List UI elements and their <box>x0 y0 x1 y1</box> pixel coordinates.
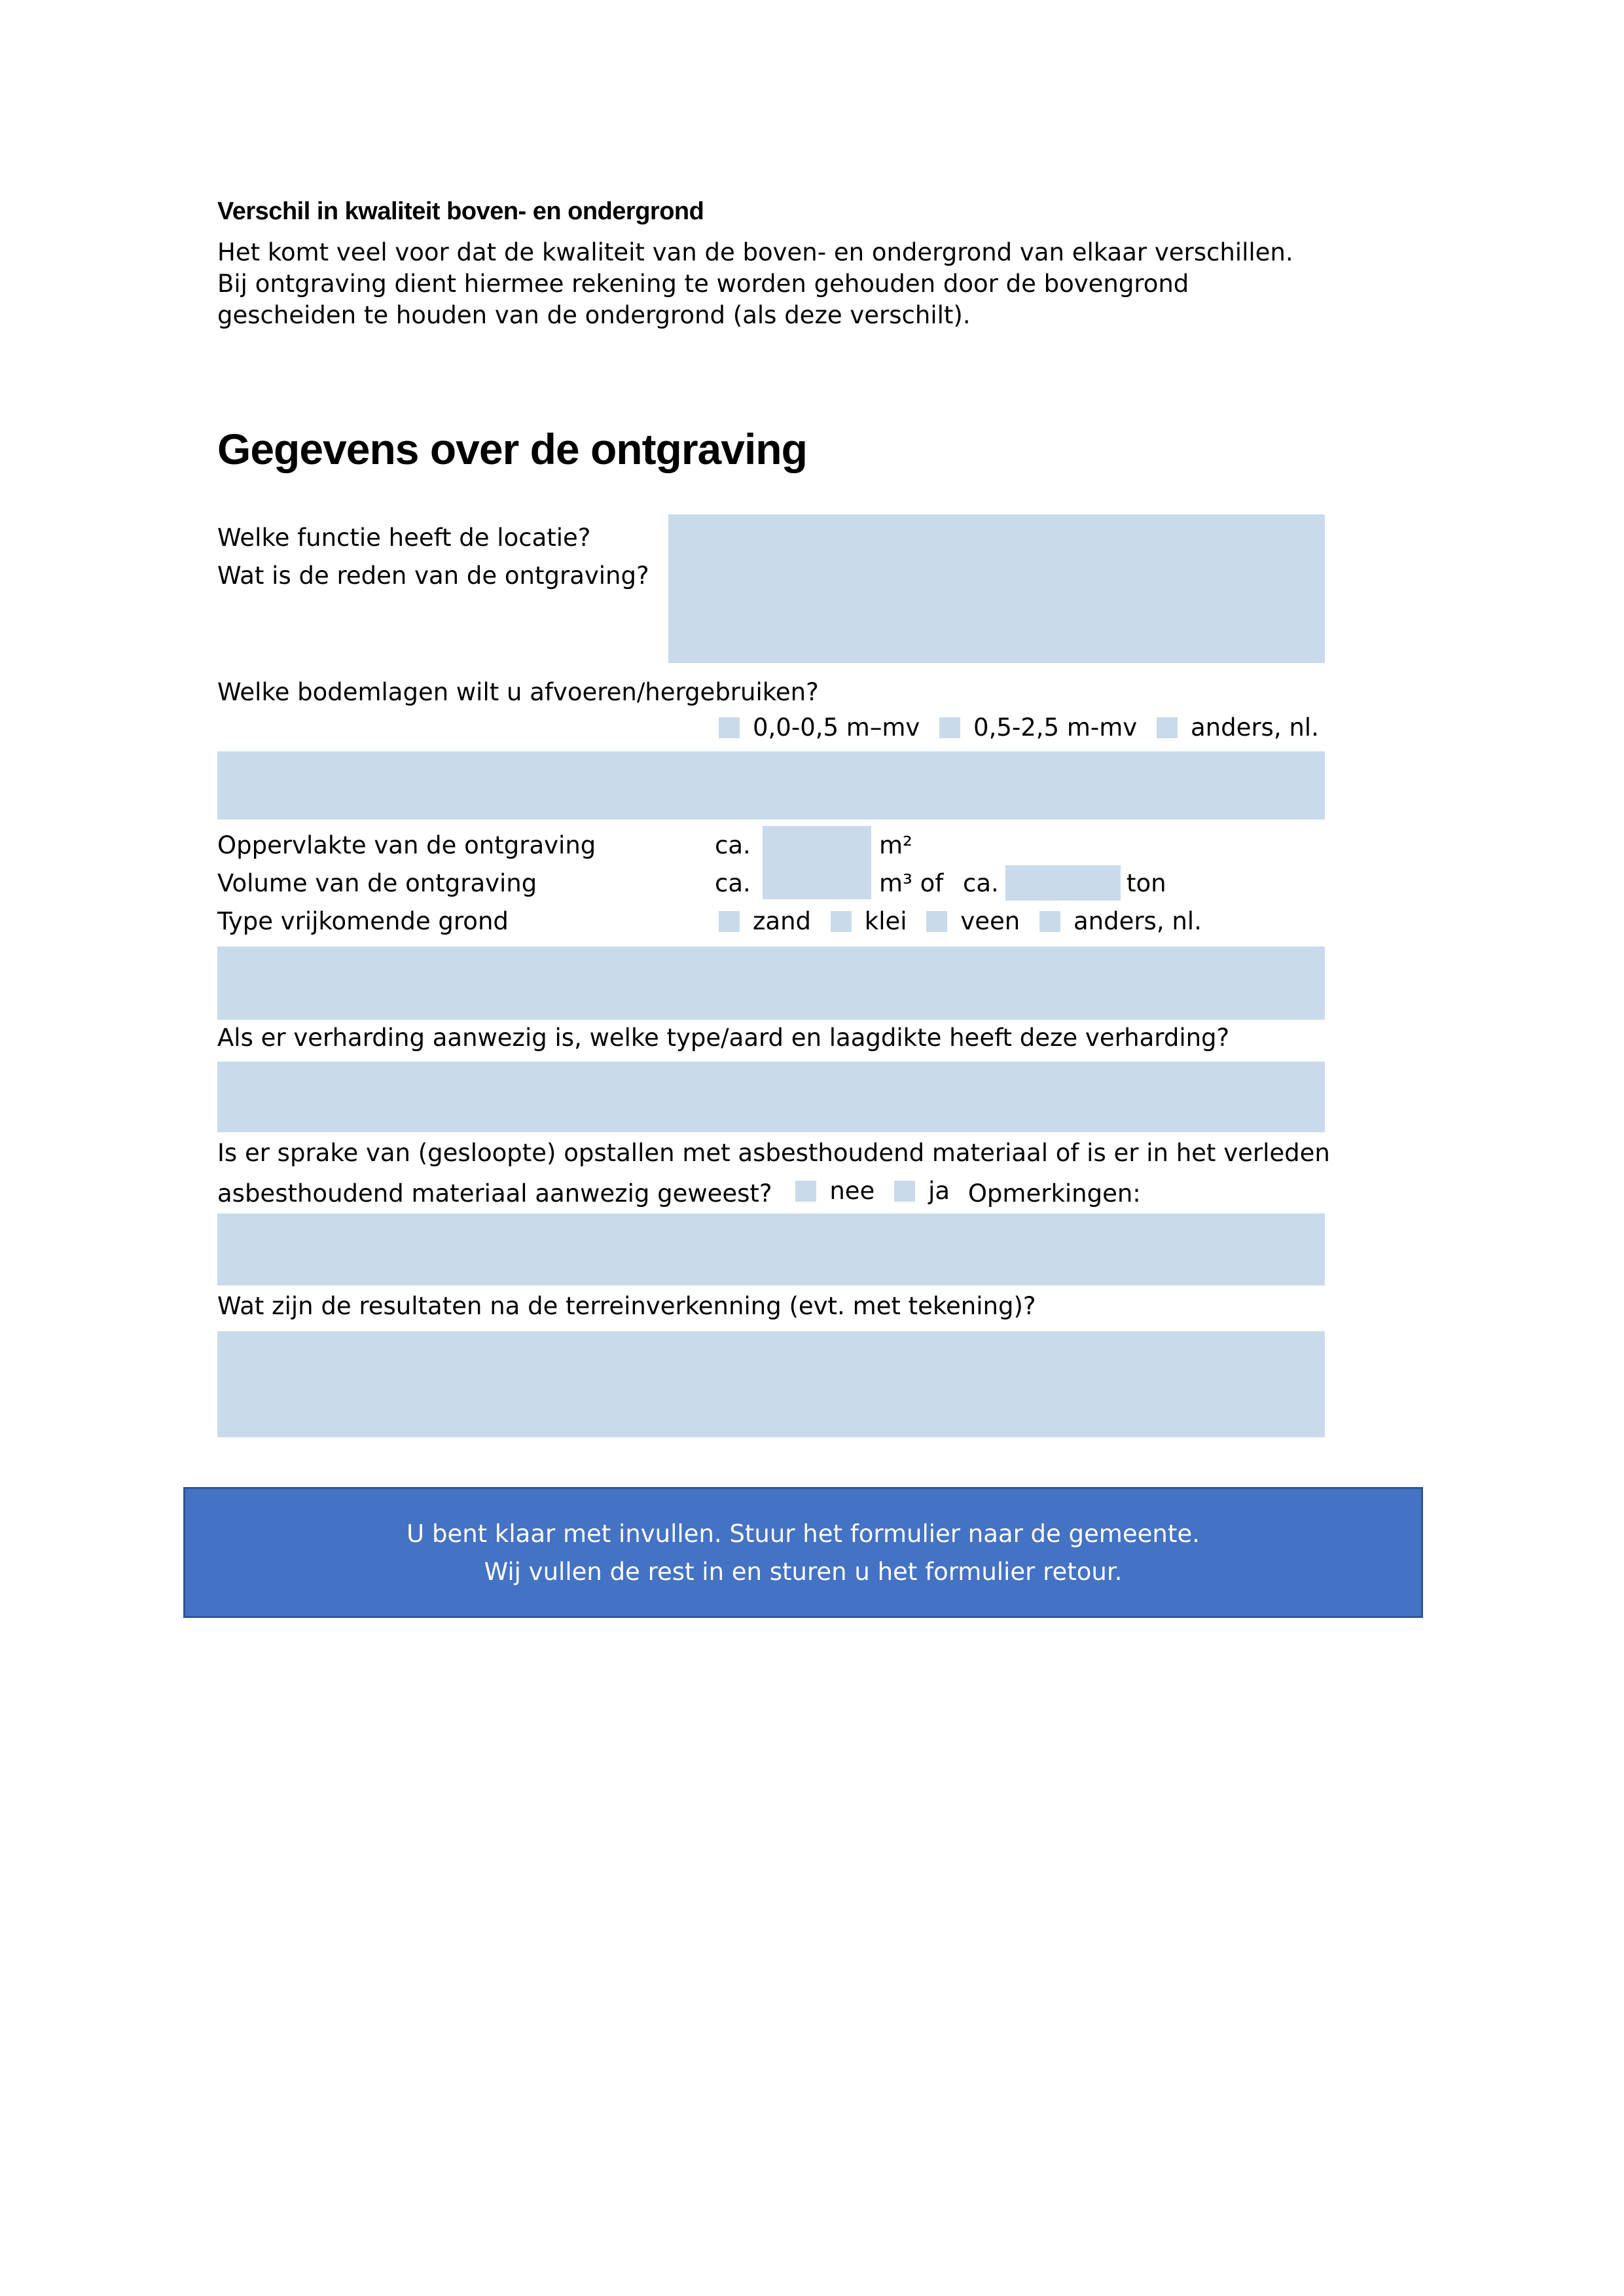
bodemlagen-field[interactable] <box>217 751 1325 819</box>
ca-label: ca. <box>715 831 751 859</box>
volume-label: Volume van de ontgraving <box>217 869 537 897</box>
asbest-label-2: asbesthoudend materiaal aanwezig geweest? <box>217 1179 772 1208</box>
resultaten-field[interactable] <box>217 1331 1325 1437</box>
volume-ton-field[interactable] <box>1005 865 1121 901</box>
resultaten-label: Wat zijn de resultaten na de terreinverkenning (evt. met tekening)? <box>217 1292 1036 1320</box>
unit-m3-of: m³ of <box>879 869 944 897</box>
option-label: veen <box>960 907 1020 935</box>
intro-line-1: Het komt veel voor dat de kwaliteit van de boven- en ondergrond van elkaar verschillen. <box>217 238 1293 266</box>
grond-options <box>719 906 1202 940</box>
functie-label: Welke functie heeft de locatie? <box>217 524 591 552</box>
option-label: klei <box>864 907 907 935</box>
verharding-label: Als er verharding aanwezig is, welke type/aard en laagdikte heeft deze verharding? <box>217 1024 1230 1052</box>
checkbox-zand[interactable] <box>719 911 740 932</box>
bodemlagen-label: Welke bodemlagen wilt u afvoeren/hergebruiken? <box>217 678 819 706</box>
functie-reden-field[interactable] <box>668 514 1325 663</box>
checkbox-anders-grond[interactable] <box>1039 911 1060 932</box>
opmerkingen-label: Opmerkingen: <box>967 1179 1141 1208</box>
asbest-label-1: Is er sprake van (gesloopte) opstallen met asbesthoudend materiaal of is er in het verleden <box>217 1139 1330 1167</box>
banner-line-1: U bent klaar met invullen. Stuur het formulier naar de gemeente. <box>406 1520 1200 1548</box>
option-label: anders, nl. <box>1190 713 1319 742</box>
bodemlagen-options <box>719 712 1319 746</box>
option-label: nee <box>829 1177 875 1205</box>
intro-line-2: Bij ontgraving dient hiermee rekening te worden gehouden door de bovengrond <box>217 270 1189 298</box>
intro-line-3: gescheiden te houden van de ondergrond (als deze verschilt). <box>217 301 971 329</box>
option-label: 0,5-2,5 m-mv <box>973 713 1138 742</box>
checkbox-nee[interactable] <box>795 1181 816 1202</box>
section-title: Gegevens over de ontgraving <box>217 425 807 473</box>
grond-anders-field[interactable] <box>217 946 1325 1020</box>
ca-label: ca. <box>963 869 999 897</box>
unit-ton: ton <box>1127 869 1166 897</box>
verharding-field[interactable] <box>217 1062 1325 1132</box>
checkbox-klei[interactable] <box>831 911 852 932</box>
checkbox-anders[interactable] <box>1157 717 1178 738</box>
intro-heading: Verschil in kwaliteit boven- en ondergrond <box>217 198 704 225</box>
option-label: 0,0-0,5 m–mv <box>753 713 920 742</box>
ca-label: ca. <box>715 869 751 897</box>
reden-label: Wat is de reden van de ontgraving? <box>217 562 649 590</box>
checkbox-0-0.5[interactable] <box>719 717 740 738</box>
option-label: zand <box>753 907 812 935</box>
banner-line-2: Wij vullen de rest in en sturen u het formulier retour. <box>484 1558 1123 1586</box>
checkbox-ja[interactable] <box>894 1181 915 1202</box>
checkbox-veen[interactable] <box>926 911 947 932</box>
completion-banner <box>183 1487 1423 1618</box>
oppervlakte-label: Oppervlakte van de ontgraving <box>217 831 596 859</box>
unit-m2: m² <box>879 831 912 859</box>
type-grond-label: Type vrijkomende grond <box>217 907 509 935</box>
asbest-line-2 <box>217 1175 1141 1210</box>
oppervlakte-m2-field[interactable] <box>763 826 871 899</box>
option-label: anders, nl. <box>1073 907 1202 935</box>
asbest-opmerkingen-field[interactable] <box>217 1213 1325 1285</box>
option-label: ja <box>928 1177 950 1205</box>
checkbox-0.5-2.5[interactable] <box>939 717 960 738</box>
